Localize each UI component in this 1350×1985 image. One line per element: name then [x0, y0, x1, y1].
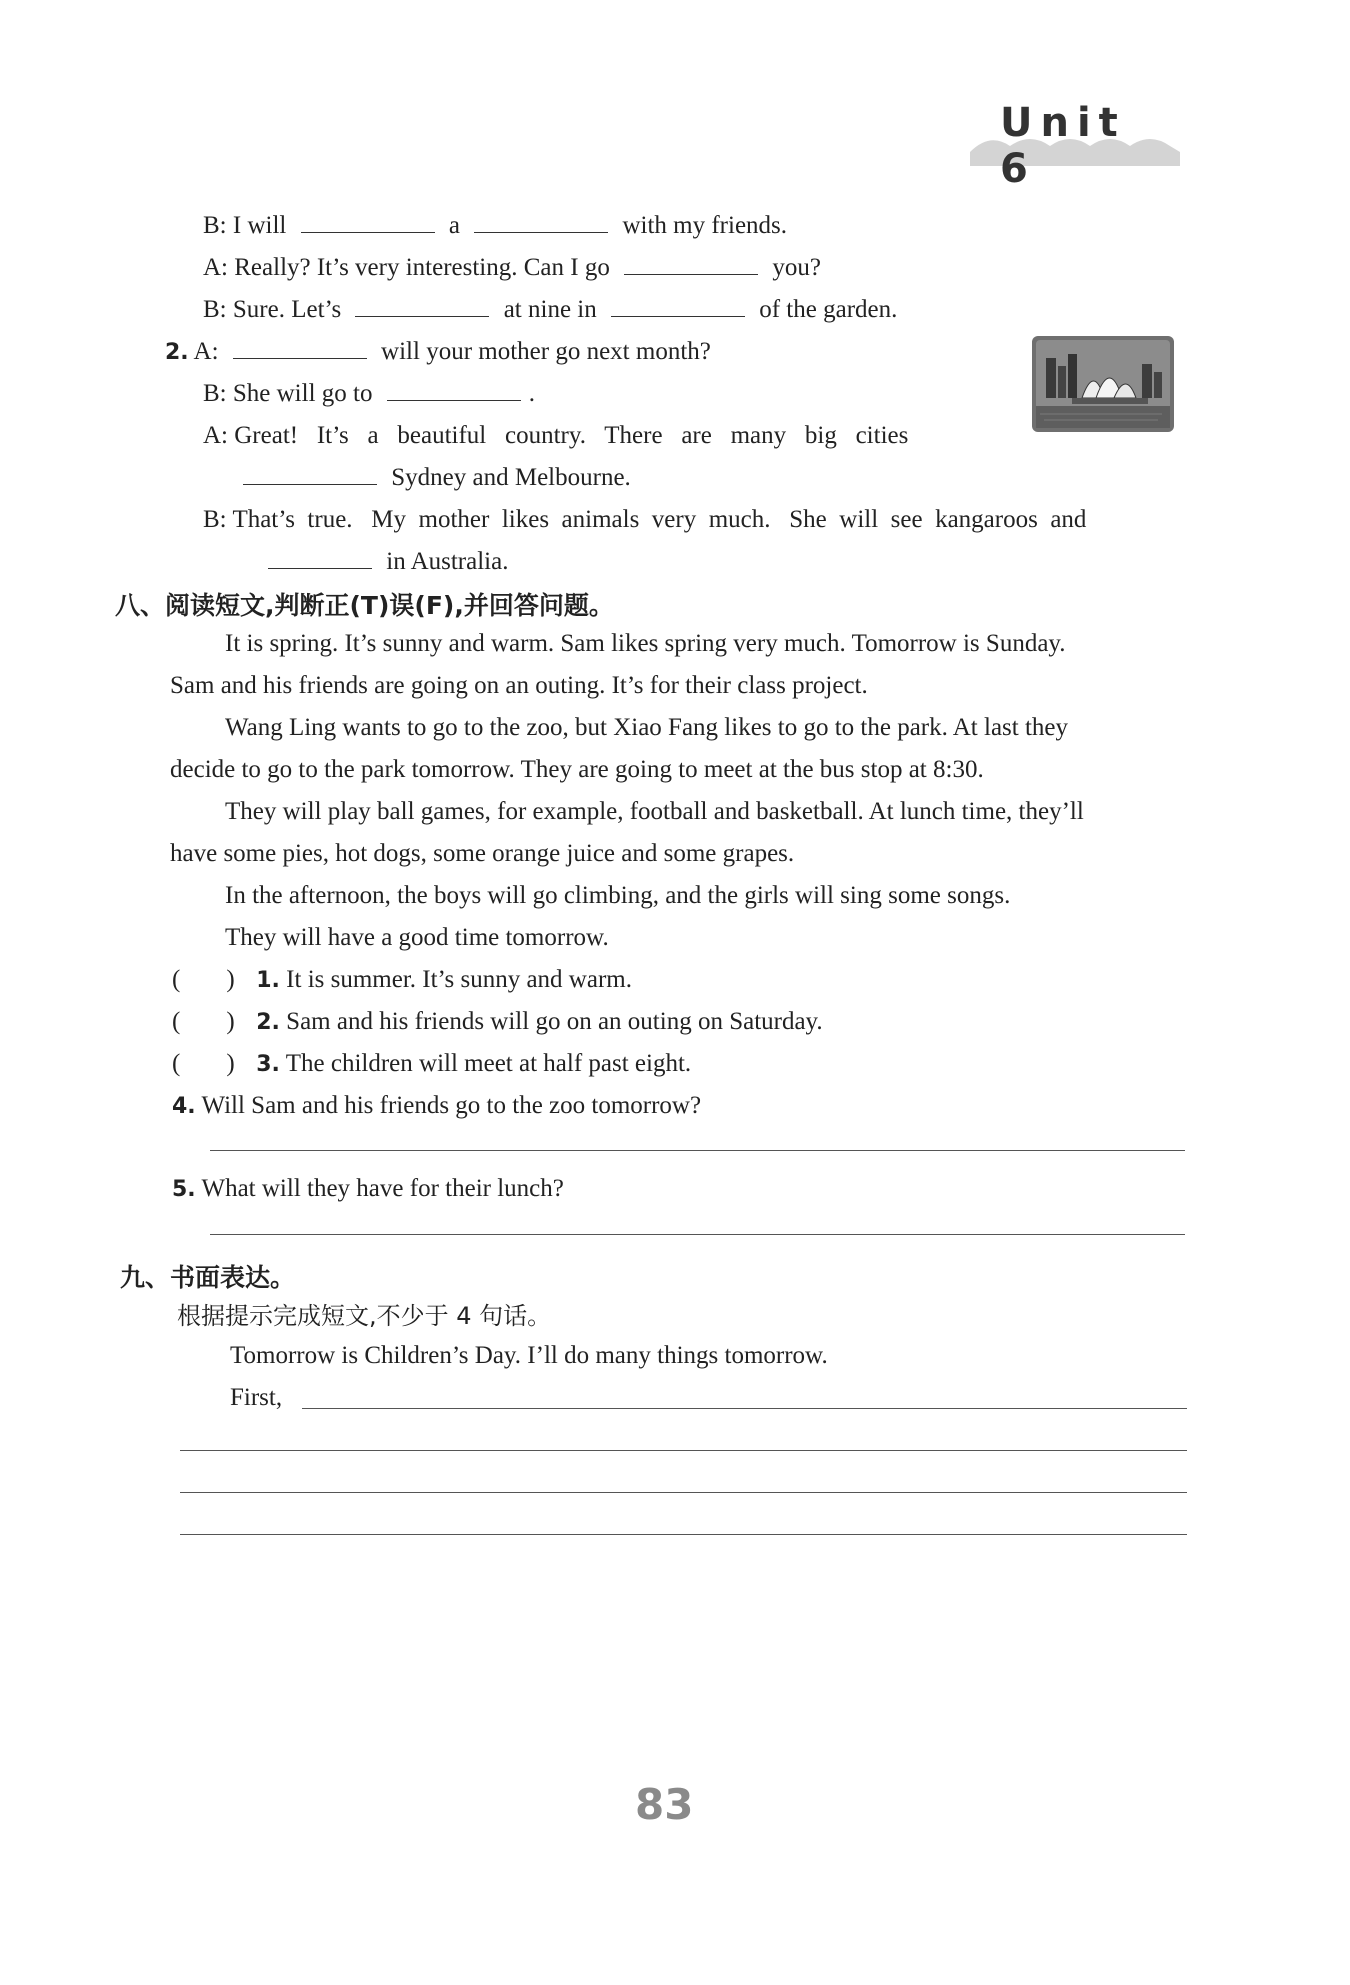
question-number: 3. [256, 1052, 280, 1077]
sydney-opera-house-icon [1032, 336, 1174, 432]
dialogue2-line5 [203, 504, 1086, 536]
speaker-label: A: [193, 338, 219, 365]
answer-paren[interactable]: ( ) [172, 1050, 235, 1077]
fill-blank[interactable] [243, 462, 377, 485]
answer-paren[interactable]: ( ) [172, 966, 235, 993]
question-text: What will they have for their lunch? [201, 1175, 564, 1202]
dialogue-text: at nine in [503, 296, 597, 323]
passage-line: In the afternoon, the boys will go climbing, and the girls will sing some songs. [225, 882, 1011, 909]
dialogue-text: Really? It’s very interesting. Can I go [234, 254, 610, 281]
speaker-label: A: [203, 254, 228, 281]
dialogue-text: Sure. Let’s [232, 296, 342, 323]
fill-blank[interactable] [387, 378, 521, 401]
unit-header [970, 100, 1180, 192]
fill-blank[interactable] [233, 336, 367, 359]
passage-line: It is spring. It’s sunny and warm. Sam likes spring very much. Tomorrow is Sunday. [225, 630, 1066, 657]
answer-line[interactable] [210, 1234, 1185, 1235]
writing-line[interactable] [180, 1450, 1187, 1451]
open-question [172, 1173, 564, 1206]
dialogue1-line1 [203, 210, 787, 242]
question-number: 2. [256, 1010, 280, 1035]
dialogue-text: in Australia. [386, 548, 509, 575]
section9-title: 九、书面表达。 [120, 1263, 296, 1292]
tf-question [172, 1048, 691, 1081]
question-number: 1. [256, 968, 280, 993]
fill-blank[interactable] [301, 210, 435, 233]
speaker-label: B: [203, 380, 227, 407]
fill-blank[interactable] [474, 210, 608, 233]
dialogue2-line4 [243, 462, 631, 494]
section9-instruction: 根据提示完成短文,不少于 4 句话。 [177, 1302, 552, 1330]
dialogue2-line1 [165, 336, 711, 369]
speaker-label: A: [203, 422, 228, 449]
dialogue-text: Sydney and Melbourne. [391, 464, 631, 491]
dialogue-text: will your mother go next month? [381, 338, 711, 365]
writing-intro: Tomorrow is Children’s Day. I’ll do many things tomorrow. [230, 1342, 828, 1369]
dialogue-text: you? [772, 254, 821, 281]
question-text: Sam and his friends will go on an outing on Saturday. [286, 1008, 823, 1035]
passage-line: decide to go to the park tomorrow. They are going to meet at the bus stop at 8:30. [170, 756, 984, 783]
passage-line: have some pies, hot dogs, some orange juice and some grapes. [170, 840, 795, 867]
passage-line: They will have a good time tomorrow. [225, 924, 609, 951]
tf-question [172, 964, 632, 997]
dialogue1-line3 [203, 294, 897, 326]
question-number: 4. [172, 1094, 196, 1119]
fill-blank[interactable] [268, 546, 372, 569]
dialogue2-line6 [268, 546, 508, 578]
dialogue2-line3 [203, 420, 908, 452]
answer-paren[interactable]: ( ) [172, 1008, 235, 1035]
writing-line[interactable] [180, 1492, 1187, 1493]
answer-line[interactable] [210, 1150, 1185, 1151]
question-text: The children will meet at half past eight. [285, 1050, 692, 1077]
speaker-label: B: [203, 212, 227, 239]
writing-line[interactable] [180, 1534, 1187, 1535]
section8-title: 八、阅读短文,判断正(T)误(F),并回答问题。 [115, 591, 614, 620]
writing-line[interactable] [302, 1408, 1187, 1409]
question-text: It is summer. It’s sunny and warm. [286, 966, 632, 993]
dialogue-text: That’s true. My mother likes animals very much. She will see kangaroos and [232, 506, 1087, 533]
fill-blank[interactable] [611, 294, 745, 317]
passage-line: They will play ball games, for example, football and basketball. At lunch time, they’ll [225, 798, 1084, 825]
dialogue-text: a [448, 212, 460, 239]
passage-line: Wang Ling wants to go to the zoo, but Xiao Fang likes to go to the park. At last they [225, 714, 1069, 741]
open-question [172, 1090, 701, 1123]
page-number: 83 [635, 1780, 694, 1829]
dialogue-text: . [528, 380, 535, 407]
dialogue-text: I will [232, 212, 287, 239]
writing-first: First, [230, 1384, 283, 1411]
fill-blank[interactable] [624, 252, 758, 275]
passage-line: Sam and his friends are going on an outing. It’s for their class project. [170, 672, 868, 699]
tf-question [172, 1006, 823, 1039]
speaker-label: B: [203, 506, 227, 533]
dialogue-text: She will go to [232, 380, 373, 407]
dialogue-text: of the garden. [759, 296, 898, 323]
dialogue-text: Great! It’s a beautiful country. There are many big cities [234, 422, 909, 449]
dialogue1-line2 [203, 252, 821, 284]
dialogue2-line2 [203, 378, 535, 410]
fill-blank[interactable] [355, 294, 489, 317]
unit-title: Unit 6 [1000, 100, 1126, 192]
question-text: Will Sam and his friends go to the zoo tomorrow? [201, 1092, 702, 1119]
speaker-label: B: [203, 296, 227, 323]
question-number: 5. [172, 1177, 196, 1202]
dialogue-text: with my friends. [622, 212, 788, 239]
question-number: 2. [165, 340, 189, 365]
